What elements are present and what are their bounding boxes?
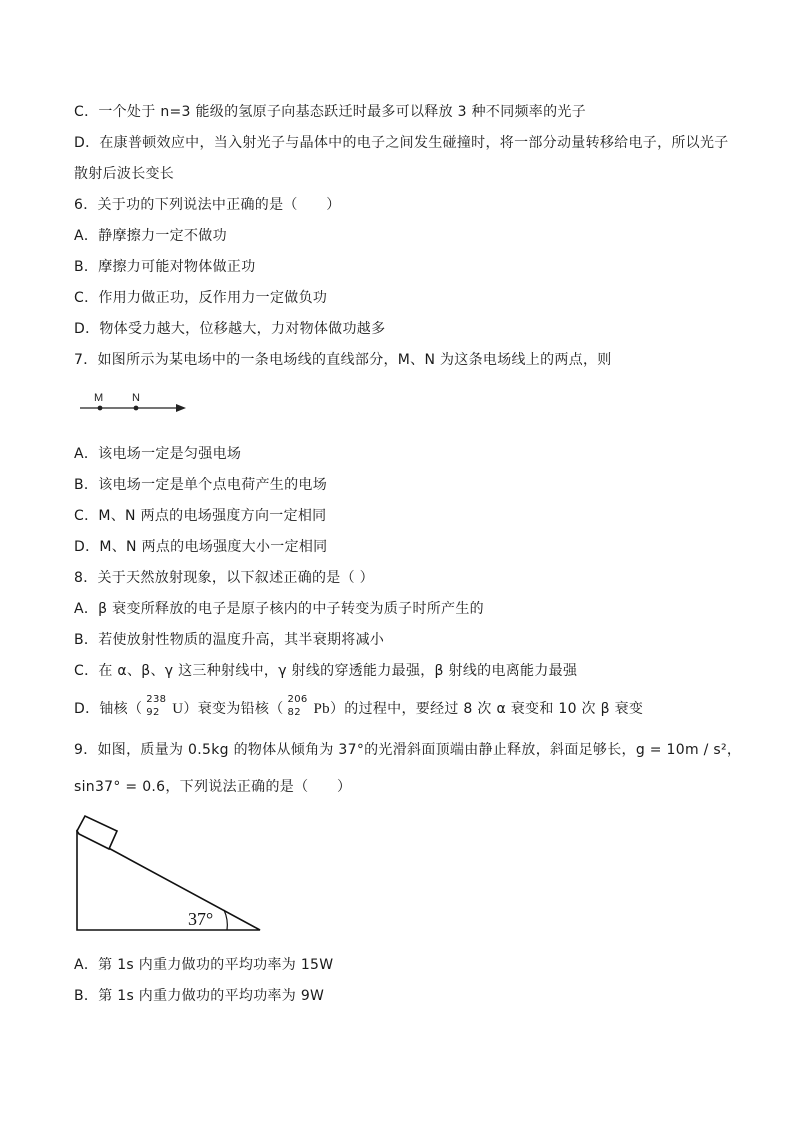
uranium-isotope: [146, 694, 168, 724]
q7-stem: 7．如图所示为某电场中的一条电场线的直线部分，M、N 为这条电场线上的两点，则: [74, 352, 612, 368]
lead-isotope: [288, 694, 310, 724]
q8-option-b: B．若使放射性物质的温度升高，其半衰期将减小: [74, 632, 385, 648]
block: [77, 816, 117, 849]
q6-option-d: D．物体受力越大，位移越大，力对物体做功越多: [74, 321, 386, 337]
q7-option-a: A．该电场一定是匀强电场: [74, 446, 242, 462]
q9-stem-line1: 9．如图，质量为 0.5kg 的物体从倾角为 37°的光滑斜面顶端由静止释放，斜面足够长，g = 10m / s²，: [74, 742, 742, 758]
q8d-mid: ）衰变为铅核（: [183, 701, 284, 717]
angle-arc: [224, 910, 227, 930]
q8-option-d: [74, 694, 643, 724]
label-n: N: [132, 392, 140, 404]
q7-option-b: B．该电场一定是单个点电荷产生的电场: [74, 477, 328, 493]
uranium-atomic-number: 92: [146, 707, 160, 718]
q9-stem-line2: sin37° = 0.6，下列说法正确的是（ ）: [74, 779, 352, 795]
q9-option-b: B．第 1s 内重力做功的平均功率为 9W: [74, 988, 325, 1004]
lead-mass-number: 206: [287, 694, 308, 705]
q8d-prefix: D．铀核（: [74, 701, 143, 717]
q6-stem: 6．关于功的下列说法中正确的是（ ）: [74, 197, 341, 213]
q8-option-c: C．在 α、β、γ 这三种射线中，γ 射线的穿透能力最强，β 射线的电离能力最强: [74, 663, 578, 679]
q9-option-a: A．第 1s 内重力做功的平均功率为 15W: [74, 957, 334, 973]
lead-atomic-number: 82: [287, 707, 301, 718]
q6-option-b: B．摩擦力可能对物体做正功: [74, 259, 256, 275]
point-m: [98, 406, 103, 411]
q7-option-d: D．M、N 两点的电场强度大小一定相同: [74, 539, 328, 555]
uranium-mass-number: 238: [146, 694, 167, 705]
q6-option-a: A．静摩擦力一定不做功: [74, 228, 227, 244]
q5-option-c: C．一个处于 n=3 能级的氢原子向基态跃迁时最多可以释放 3 种不同频率的光子: [74, 104, 586, 120]
uranium-symbol: U: [172, 701, 184, 717]
lead-symbol: Pb: [313, 701, 330, 717]
q5-option-d-line1: D．在康普顿效应中，当入射光子与晶体中的电子之间发生碰撞时，将一部分动量转移给电子，所以光子: [74, 135, 729, 151]
angle-label: 37°: [188, 909, 214, 929]
q7-option-c: C．M、N 两点的电场强度方向一定相同: [74, 508, 327, 524]
q8d-suffix: ）的过程中，要经过 8 次 α 衰变和 10 次 β 衰变: [329, 701, 644, 717]
q6-option-c: C．作用力做正功，反作用力一定做负功: [74, 290, 328, 306]
label-m: M: [94, 392, 104, 404]
point-n: [134, 406, 139, 411]
q5-option-d-line2: 散射后波长变长: [74, 166, 175, 182]
electric-field-line-figure: [76, 388, 192, 418]
q8-stem: 8．关于天然放射现象，以下叙述正确的是（ ）: [74, 570, 374, 586]
q8-option-a: A．β 衰变所释放的电子是原子核内的中子转变为质子时所产生的: [74, 601, 484, 617]
inclined-plane-figure: [70, 812, 270, 938]
